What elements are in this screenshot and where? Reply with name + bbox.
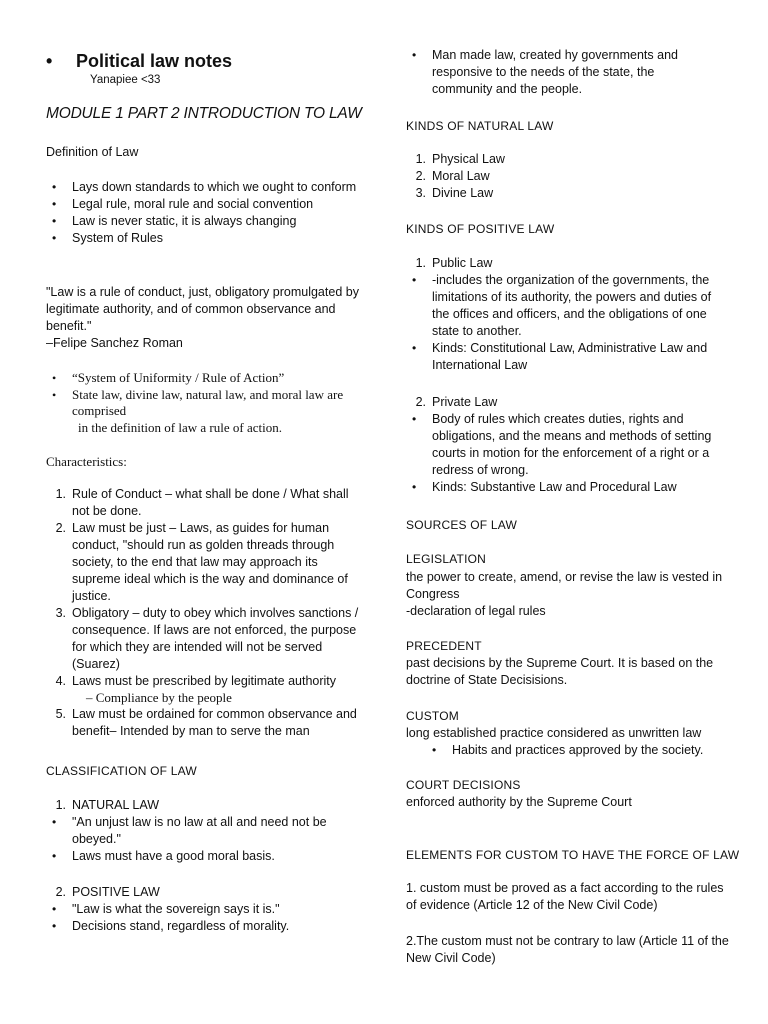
list-item: 1. Rule of Conduct – what shall be done / What shall not be done. (55, 487, 349, 518)
page-title: • Political law notes (46, 51, 233, 71)
list-item: 4. Laws must be prescribed by legitimate authority (55, 674, 337, 688)
private-law-section (406, 394, 724, 496)
list-item: • Legal rule, moral rule and social convention (46, 196, 358, 213)
list-item: 1. Public Law (415, 256, 493, 270)
elements-heading: ELEMENTS FOR CUSTOM TO HAVE THE FORCE OF LAW (406, 848, 740, 862)
classification-heading: CLASSIFICATION OF LAW (46, 764, 197, 778)
module-heading: MODULE 1 PART 2 INTRODUCTION TO LAW (46, 105, 362, 122)
list-item: • -includes the organization of the governments, the limitations of its authority, the powers and duties of the offices and officers, and the obligations of one state to another. (406, 272, 724, 340)
list-item: • Kinds: Constitutional Law, Administrative Law and International Law (406, 340, 724, 374)
list-item: • "An unjust law is no law at all and need not be obeyed." (46, 814, 364, 848)
definition-list (46, 179, 358, 247)
list-item: • Laws must have a good moral basis. (46, 848, 364, 865)
list-item: • Man made law, created hy governments and responsive to the needs of the state, the community and the people. (406, 47, 718, 98)
list-item: • “System of Uniformity / Rule of Action” (46, 370, 346, 386)
definition-heading: Definition of Law (46, 145, 139, 159)
legislation-text: the power to create, amend, or revise the law is vested in Congress (406, 570, 723, 601)
list-item: • Kinds: Substantive Law and Procedural Law (406, 479, 724, 496)
characteristics-heading: Characteristics: (46, 454, 127, 469)
public-law-section (406, 255, 724, 374)
list-item: 3. Divine Law (415, 186, 494, 200)
sources-heading: SOURCES OF LAW (406, 518, 518, 532)
court-text: enforced authority by the Supreme Court (406, 795, 632, 809)
list-item: • Lays down standards to which we ought to conform (46, 179, 358, 196)
characteristics-list (46, 486, 364, 740)
author: Yanapiee <33 (90, 74, 161, 86)
list-item: • Decisions stand, regardless of morality. (46, 918, 364, 935)
list-item: 2. Law must be just – Laws, as guides for human conduct, "should run as golden threads through society, to the end that law may approach its supreme ideal which is the way and dominance of justice. (55, 521, 348, 603)
legislation-title: LEGISLATION (406, 552, 487, 566)
precedent-text: past decisions by the Supreme Court. It is based on the doctrine of State Decisisions. (406, 656, 714, 687)
kinds-natural-heading: KINDS OF NATURAL LAW (406, 119, 554, 133)
natural-law-section (46, 797, 364, 865)
court-title: COURT DECISIONS (406, 778, 521, 792)
law-quote: "Law is a rule of conduct, just, obligatory promulgated by legitimate authority, and of common observance and benefit." (46, 285, 359, 333)
legislation-text2: -declaration of legal rules (406, 604, 546, 618)
uniformity-list (46, 370, 346, 419)
list-item: • Law is never static, it is always changing (46, 213, 358, 230)
man-made-law (406, 47, 718, 98)
list-item: • Body of rules which creates duties, rights and obligations, and the means and methods of setting courts in motion for the enforcement of a right or a redress of wrong. (406, 411, 724, 479)
kinds-positive-heading: KINDS OF POSITIVE LAW (406, 222, 555, 236)
list-item: • "Law is what the sovereign says it is." (46, 901, 364, 918)
list-item: • Habits and practices approved by the society. (426, 742, 736, 759)
title-bullet-icon: • (46, 51, 53, 71)
list-item: 3. Obligatory – duty to obey which involves sanctions / consequence. If laws are not enforced, the purpose for which they are intended will not be served (Suarez) (55, 606, 359, 671)
custom-text: long established practice considered as unwritten law (406, 726, 702, 740)
uniformity-continuation: in the definition of law a rule of action. (78, 420, 282, 435)
positive-law-section (46, 884, 364, 935)
custom-title: CUSTOM (406, 709, 459, 723)
list-item: • System of Rules (46, 230, 358, 247)
list-item: 1. Physical Law (415, 152, 505, 166)
list-item-sub: – Compliance by the people (86, 690, 232, 705)
custom-list (426, 742, 736, 759)
list-item: 5. Law must be ordained for common observance and benefit– Intended by man to serve the man (55, 707, 357, 738)
list-item: • State law, divine law, natural law, and moral law are comprised (46, 387, 346, 419)
kinds-natural-list (406, 151, 718, 202)
list-item: 2. POSITIVE LAW (55, 885, 160, 899)
list-item: 1. NATURAL LAW (55, 798, 160, 812)
element-1: 1. custom must be proved as a fact according to the rules of evidence (Article 12 of the New Civil Code) (406, 881, 724, 912)
list-item: 2. Private Law (415, 395, 498, 409)
list-item: 2. Moral Law (415, 169, 490, 183)
precedent-title: PRECEDENT (406, 639, 482, 653)
quote-author: –Felipe Sanchez Roman (46, 336, 183, 350)
element-2: 2.The custom must not be contrary to law (Article 11 of the New Civil Code) (406, 934, 729, 965)
